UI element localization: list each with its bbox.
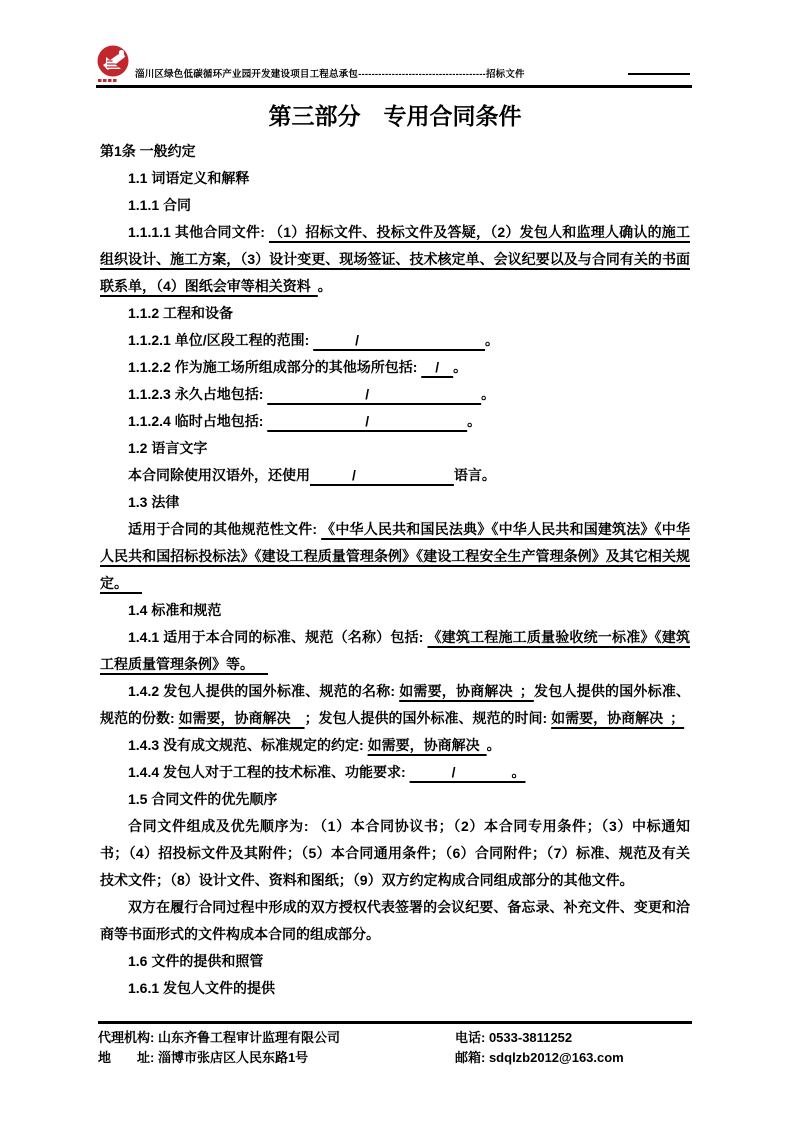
agency-value: 山东齐鲁工程审计监理有限公司 (157, 1030, 340, 1045)
footer-left-column (98, 1028, 455, 1068)
empty-blank: / (310, 467, 454, 483)
clause-1-3-law (100, 516, 690, 597)
section-heading-1-1-2: 1.1.2 工程和设备 (128, 305, 234, 321)
clause-lead-text: 1.1.2.2 作为施工场所组成部分的其他场所包括: (128, 359, 422, 375)
clause-tail-text: 。 (453, 359, 468, 375)
section-heading-1-1-1: 1.1.1 合同 (128, 197, 192, 213)
filled-blank: 如需要，协商解决 (367, 737, 487, 753)
address-value: 淄博市张店区人民东路1号 (157, 1050, 309, 1065)
footer-address-line (98, 1048, 455, 1068)
section-heading-1-6: 1.6 文件的提供和照管 (128, 953, 264, 969)
filled-blank: 《中华人民共和国民法典》《中华人民共和国建筑法》《中华人民共和国招标投标法》《建设工程质量管理条例》《建设工程安全生产管理条例》及其它相关规定。 (100, 521, 690, 591)
address-label: 地 址: (98, 1050, 158, 1065)
empty-blank: / (313, 332, 486, 348)
section-heading-1-4: 1.4 标准和规范 (128, 602, 222, 618)
clause-lead-text: 1.1.2.1 单位/区段工程的范围: (128, 332, 314, 348)
company-logo-icon (96, 44, 132, 84)
phone-value: 0533-3811252 (488, 1030, 573, 1045)
empty-blank: / (421, 359, 454, 375)
footer-email-line (455, 1048, 692, 1068)
clause-1-heading: 第1条 一般约定 (100, 143, 196, 159)
clause-lead-text: 1.4.4 发包人对于工程的技术标准、功能要求: (128, 764, 410, 780)
header-doc-type-label: 招标文件 (485, 69, 525, 80)
clause-1-1-1-1 (100, 219, 690, 300)
section-heading-1-5: 1.5 合同文件的优先顺序 (128, 791, 278, 807)
section-heading-1-2: 1.2 语言文字 (128, 440, 208, 456)
clause-1-4-2 (100, 678, 690, 732)
clause-1-2-language (100, 462, 690, 489)
header-title-line (135, 68, 525, 84)
header-row (96, 44, 692, 88)
clause-lead-text: 本合同除使用汉语外，还使用 (128, 467, 310, 483)
clause-lead-text: 1.1.1.1 其他合同文件: (128, 224, 269, 240)
empty-blank: / (267, 386, 482, 402)
clause-1-1-2-3 (100, 381, 690, 408)
email-value: sdqlzb2012@163.com (488, 1050, 624, 1065)
clause-tail-text: 。 (486, 737, 501, 753)
clause-1-4-1 (100, 624, 690, 678)
clause-lead-text: 1.4.3 没有成文规范、标准规定的约定: (128, 737, 368, 753)
clause-lead-text: 1.1.2.4 临时占地包括: (128, 413, 268, 429)
clause-1-5-supplement: 双方在履行合同过程中形成的双方授权代表签署的会议纪要、备忘录、补充文件、变更和洽商等书面形式的文件构成本合同的组成部分。 (100, 899, 690, 942)
empty-blank: / (267, 413, 468, 429)
phone-label: 电话: (455, 1030, 489, 1045)
filled-blank: 如需要，协商解决 ； (551, 710, 685, 726)
agency-label: 代理机构: (98, 1030, 158, 1045)
clause-1-1-2-2 (100, 354, 690, 381)
page-footer (98, 1021, 692, 1068)
clause-lead-text: 1.4.1 适用于本合同的标准、规范（名称）包括: (128, 629, 428, 645)
header-project-name: 淄川区绿色低碳循环产业园开发建设项目工程总承包 (135, 69, 359, 80)
clause-lead-text: 1.1.2.3 永久占地包括: (128, 386, 268, 402)
document-body (100, 96, 690, 1002)
clause-1-4-4 (100, 759, 690, 786)
clause-lead-text: 适用于合同的其他规范性文件: (128, 521, 322, 537)
section-heading-1-1: 1.1 词语定义和解释 (128, 170, 250, 186)
header-dash-leader: -------------------------------------- (358, 69, 486, 80)
section-heading-1-3: 1.3 法律 (128, 494, 180, 510)
page-header (96, 44, 692, 88)
header-right-rule (628, 73, 690, 75)
footer-grid (98, 1028, 692, 1068)
section-heading-1-6-1: 1.6.1 发包人文件的提供 (128, 980, 276, 996)
filled-blank: 如需要，协商解决 (178, 710, 305, 726)
footer-agency-line (98, 1028, 455, 1048)
filled-blank: （1）招标文件、投标文件及答疑，（2）发包人和监理人确认的施工组织设计、施工方案，（3）设计变更、现场签证、技术核定单、会议纪要以及与合同有关的书面联系单，（4）图纸会审等相关资料 (100, 224, 690, 294)
clause-mid-text: ；发包人提供的国外标准、规范的时间: (304, 710, 552, 726)
clause-1-4-3 (100, 732, 690, 759)
clause-mid-text: 发包人提供的国外标准、规范的份数: (100, 683, 691, 726)
clause-1-1-2-4 (100, 408, 690, 435)
empty-blank: / 。 (409, 764, 526, 780)
clause-tail-text: 。 (317, 278, 332, 294)
clause-tail-text: 。 (485, 332, 500, 348)
filled-blank: 如需要，协商解决 ； (399, 683, 534, 699)
clause-lead-text: 1.4.2 发包人提供的国外标准、规范的名称: (128, 683, 400, 699)
email-label: 邮箱: (455, 1050, 489, 1065)
clause-1-1-2-1 (100, 327, 690, 354)
clause-tail-text: 语言。 (453, 467, 496, 483)
filled-blank: 《建筑工程施工质量验收统一标准》《建筑工程质量管理条例》等。 (100, 629, 690, 672)
footer-right-column (455, 1028, 692, 1068)
document-title: 第三部分 专用合同条件 (268, 103, 522, 129)
footer-phone-line (455, 1028, 692, 1048)
clause-tail-text: 。 (481, 386, 496, 402)
clause-1-5-priority-list: 合同文件组成及优先顺序为: （1）本合同协议书；（2）本合同专用条件；（3）中标通知书；（4）招投标文件及其附件；（5）本合同通用条件；（6）合同附件；（7）标准、规范及有关技术文件；（8）设计文件、资料和图纸；（9）双方约定构成合同组成部分的其他文件。 (100, 818, 690, 888)
clause-tail-text: 。 (467, 413, 482, 429)
